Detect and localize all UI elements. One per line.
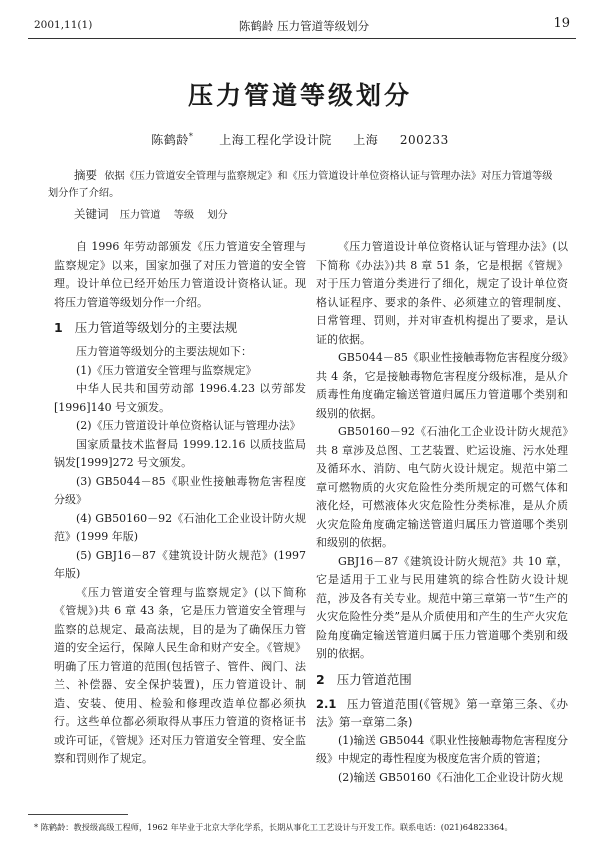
page-number: 19 xyxy=(553,16,570,31)
law-item: (1)《压力管道安全管理与监察规定》 xyxy=(76,363,257,377)
list-item: (2)输送 GB50160《石油化工企业设计防火规 xyxy=(338,770,563,784)
running-title: 陈鹤龄 压力管道等级划分 xyxy=(238,19,370,33)
intro-paragraph: 自 1996 年劳动部颁发《压力管道安全管理与监察规定》以来，国家加强了对压力管道的安全管理。设计单位已经开始压力管道设计资格认证。现将压力管道等级划分作一介绍。 xyxy=(54,240,306,309)
author-name: 陈鹤龄 xyxy=(151,133,189,147)
section-2-heading xyxy=(316,670,568,690)
article-title: 压力管道等级划分 xyxy=(187,81,412,110)
subsection-2-1-heading xyxy=(316,695,568,732)
paragraph: GB50160－92《石油化工企业设计防火规范》共 8 章涉及总图、工艺装置、贮运设施、污水处理及循环水、消防、电气防火设计规定。规范中第二章可燃物质的火灾危险性分类所规定的可燃气体和液化烃，可燃液体火灾危险性分类标准，是从介质火灾危险角度确定输送管道归属压力管道哪个类别和级别的依据。 xyxy=(316,425,568,549)
paragraph: 压力管道等级划分的主要法规如下： xyxy=(76,345,252,358)
law-item: (4) GB50160－92《石油化工企业设计防火规范》(1999 年版) xyxy=(54,511,306,543)
header-rule xyxy=(28,38,576,39)
subsection-title: 压力管道范围(《管规》第一章第三条、《办法》第一章第二条) xyxy=(316,696,568,729)
postcode: 200233 xyxy=(399,133,449,147)
abstract xyxy=(48,167,558,202)
footnote-rule xyxy=(28,814,128,815)
law-detail: 国家质量技术监督局 1999.12.16 以质技监局锅发[1999]272 号文颁发。 xyxy=(54,437,306,469)
keyword: 压力管道 xyxy=(119,210,161,221)
right-column xyxy=(316,238,568,787)
issue-info: 2001,11(1) xyxy=(34,19,93,31)
law-item: (3) GB5044－85《职业性接触毒物危害程度分级》 xyxy=(54,474,306,506)
affiliation: 上海工程化学设计院 xyxy=(219,133,332,147)
section-title: 压力管道等级划分的主要法规 xyxy=(74,320,238,335)
running-header xyxy=(34,16,574,34)
keyword: 划分 xyxy=(207,210,228,221)
section-number: 2 xyxy=(316,671,325,687)
abstract-label: 摘要 xyxy=(74,168,97,182)
left-column xyxy=(54,238,306,769)
author-footnote-mark: * xyxy=(188,132,194,141)
paragraph: GB5044－85《职业性接触毒物危害程度分级》共 4 条，它是接触毒物危害程度分级标准，是从介质毒性角度确定输送管道归属压力管道哪个类别和级别的依据。 xyxy=(316,351,568,420)
paragraph: GBJ16－87《建筑设计防火规范》共 10 章，它是适用于工业与民用建筑的综合性防火设计规范，涉及各有关专业。规范中第三章第一节“生产的火灾危险性分类”是从介质使用和产生的生产火灾危险角度确定输送管道归属于压力管道哪个类别和级别的依据。 xyxy=(316,554,568,660)
list-item: (1)输送 GB5044《职业性接触毒物危害程度分级》中规定的毒性程度为极度危害介质的管道； xyxy=(316,733,568,765)
city: 上海 xyxy=(353,133,379,147)
section-1-heading xyxy=(54,318,306,338)
subsection-number: 2.1 xyxy=(316,696,337,711)
keywords xyxy=(74,206,238,222)
abstract-text: 依据《压力管道安全管理与监察规定》和《压力管道设计单位资格认证与管理办法》对压力管道等级划分作了介绍。 xyxy=(48,171,553,199)
paragraph: 《压力管道安全管理与监察规定》(以下简称《管规》)共 6 章 43 条，它是压力管道安全管理与监察的总规定、最高法规，目的是为了确保压力管道的安全运行，保障人民生命和财产安全。《管规》明确了压力管道的范围(包括管子、管件、阀门、法兰、补偿器、安全保护装置)，压力管道设计、制造、安装、使用、检验和修理改造单位都必须执行。这些单位都必须取得从事压力管道的资格证书或许可证，《管规》还对压力管道安全管理、安全监察和罚则作了规定。 xyxy=(54,585,306,765)
footnote: * 陈鹤龄：教授级高级工程师，1962 年毕业于北京大学化学系，长期从事化工工艺设计与开发工作。联系电话：(021)64823364。 xyxy=(34,822,513,832)
byline xyxy=(0,131,600,148)
law-item: (5) GBJ16－87《建筑设计防火规范》(1997 年版) xyxy=(54,548,306,580)
paragraph: 《压力管道设计单位资格认证与管理办法》(以下简称《办法》)共 8 章 51 条，它是根据《管规》对于压力管道分类进行了细化，规定了设计单位资格认证程序、要求的条件、必须建立的管理制度、日常管理、罚则，并对审查机构提出了要求，是认证的依据。 xyxy=(316,240,568,346)
keywords-label: 关键词 xyxy=(74,207,109,221)
section-title: 压力管道范围 xyxy=(336,671,412,687)
keyword: 等级 xyxy=(173,210,195,221)
law-item: (2)《压力管道设计单位资格认证与管理办法》 xyxy=(76,419,301,432)
law-detail: 中华人民共和国劳动部 1996.4.23 以劳部发[1996]140 号文颁发。 xyxy=(54,382,306,414)
section-number: 1 xyxy=(54,320,63,335)
